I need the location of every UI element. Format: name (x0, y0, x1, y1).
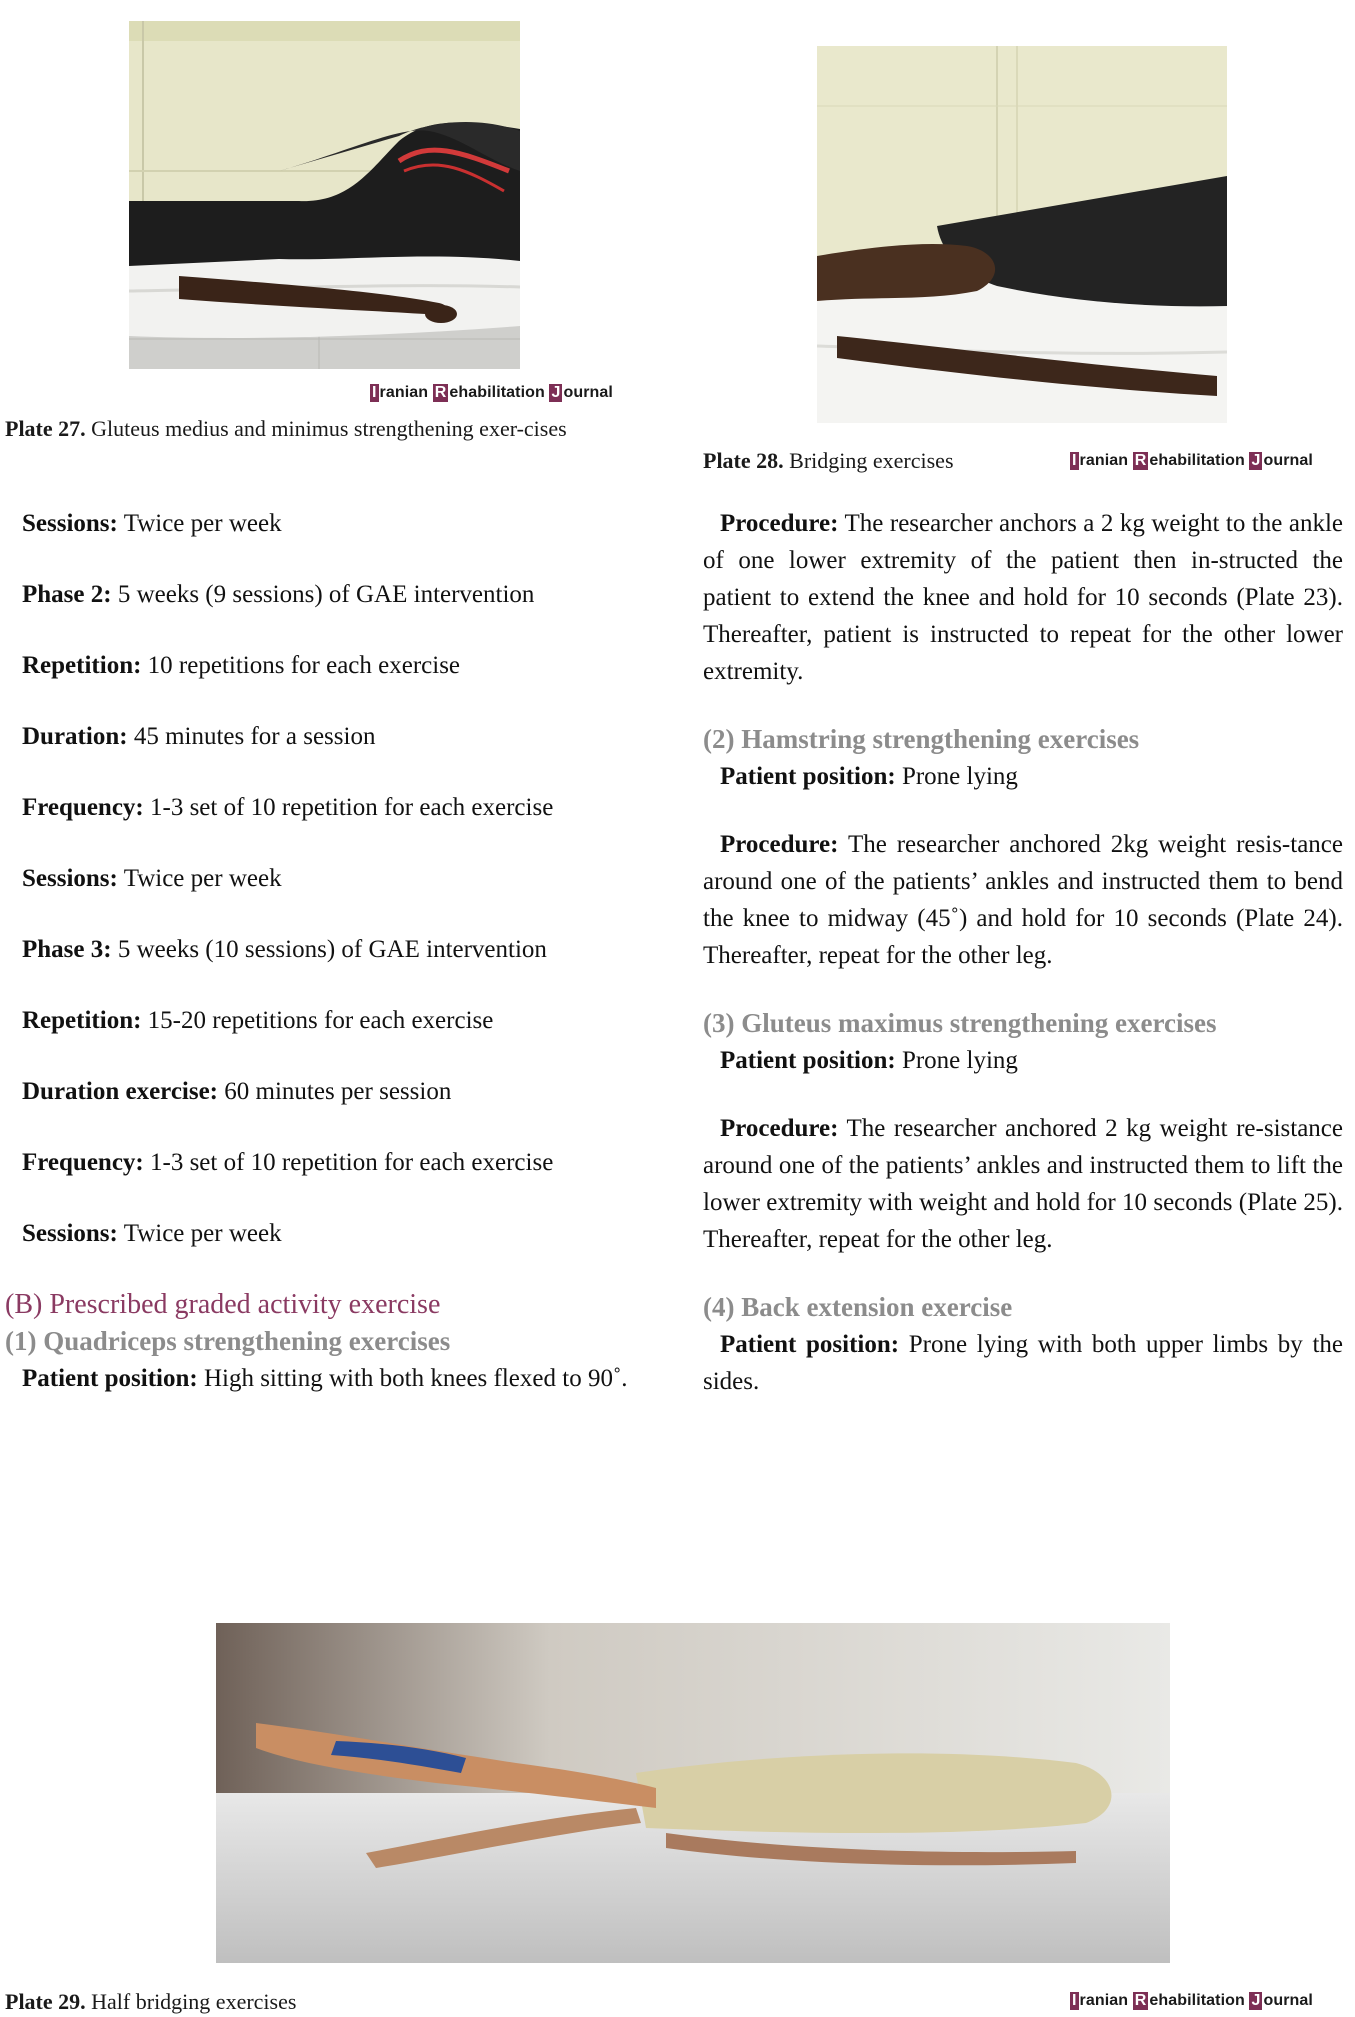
plate28-caption (703, 445, 1063, 476)
sessions-2: Sessions: Twice per week (22, 865, 282, 892)
duration-2: Duration: 45 minutes for a session (22, 723, 376, 750)
journal-logo-plate27: I ranian R ehabilitation J ournal (372, 384, 613, 401)
journal-logo-plate29: I ranian R ehabilitation J ournal (1072, 1992, 1313, 2009)
procedure-2: Procedure: The researcher anchored 2kg weight resis-tance around one of the patients’ ankles and instructed them to bend the knee to midway (45˚) and hold for 10 seconds (Plate 24). Thereafter, repeat for the other leg. (703, 831, 1343, 969)
phase-3: Phase 3: 5 weeks (10 sessions) of GAE intervention (22, 936, 547, 963)
repetition-3: Repetition: 15-20 repetitions for each exercise (22, 1007, 494, 1034)
heading-gluteus-maximus: (3) Gluteus maximus strengthening exercises (703, 1008, 1217, 1038)
plate29-caption (5, 1986, 605, 2017)
procedure-3: Procedure: The researcher anchored 2 kg weight re-sistance around one of the patients’ ankles and instructed them to lift the lower extremity with weight and hold for 10 seconds (Plate 25). Thereafter, repeat for the other leg. (703, 1115, 1343, 1253)
repetition-2: Repetition: 10 repetitions for each exercise (22, 652, 461, 679)
patient-position-4: Patient position: Prone lying with both upper limbs by the sides. (703, 1331, 1343, 1395)
left-column (5, 505, 645, 1428)
plate27-text: Gluteus medius and minimus strengthening exer-cises (91, 416, 567, 441)
plate28-label: Plate 28. (703, 448, 784, 473)
heading-back-extension: (4) Back extension exercise (703, 1292, 1013, 1322)
plate27-photo (129, 21, 520, 369)
plate29-text: Half bridging exercises (91, 1989, 297, 2014)
plate27-label: Plate 27. (5, 416, 86, 441)
patient-position-2: Patient position: Prone lying (720, 763, 1018, 790)
frequency-3: Frequency: 1-3 set of 10 repetition for each exercise (22, 1149, 554, 1176)
patient-position-1: Patient position: High sitting with both knees flexed to 90˚. (22, 1365, 628, 1392)
heading-hamstring: (2) Hamstring strengthening exercises (703, 724, 1140, 754)
plate28-text: Bridging exercises (789, 448, 954, 473)
plate27-caption (5, 413, 645, 444)
duration-3: Duration exercise: 60 minutes per session (22, 1078, 452, 1105)
journal-logo-plate28: I ranian R ehabilitation J ournal (1072, 452, 1313, 469)
plate29-label: Plate 29. (5, 1989, 86, 2014)
patient-position-3: Patient position: Prone lying (720, 1047, 1018, 1074)
heading-quadriceps: (1) Quadriceps strengthening exercises (5, 1326, 451, 1356)
heading-b: (B) Prescribed graded activity exercise (5, 1289, 441, 1320)
procedure-1: Procedure: The researcher anchors a 2 kg weight to the ankle of one lower extremity of the patient then in-structed the patient to extend the knee and hold for 10 seconds (Plate 23). Thereafter, patient is instructed to repeat for the other lower extremity. (703, 510, 1343, 685)
plate29-photo (216, 1623, 1170, 1963)
sessions-3: Sessions: Twice per week (22, 1220, 282, 1247)
frequency-2: Frequency: 1-3 set of 10 repetition for each exercise (22, 794, 554, 821)
plate28-photo (817, 46, 1227, 423)
phase-2: Phase 2: 5 weeks (9 sessions) of GAE intervention (22, 581, 535, 608)
sessions-1: Sessions: Twice per week (22, 510, 282, 537)
right-column (703, 505, 1343, 1431)
